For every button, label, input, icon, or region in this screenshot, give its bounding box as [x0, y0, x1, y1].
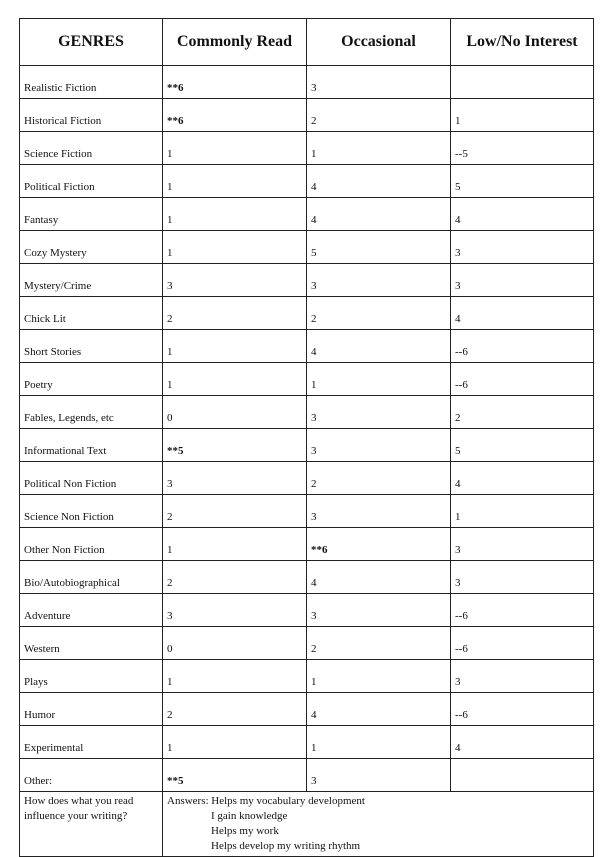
commonly-read-cell: **6	[163, 66, 307, 99]
genre-cell: Fantasy	[20, 198, 163, 231]
table-row	[20, 396, 594, 429]
low-no-interest-cell: 5	[451, 429, 594, 462]
table-row	[20, 231, 594, 264]
genre-cell: Cozy Mystery	[20, 231, 163, 264]
genre-cell: Informational Text	[20, 429, 163, 462]
low-no-interest-cell: --6	[451, 330, 594, 363]
table-row	[20, 330, 594, 363]
genre-cell: Chick Lit	[20, 297, 163, 330]
commonly-read-cell: 1	[163, 660, 307, 693]
writing-influence-question: How does what you read influence your writing?	[20, 792, 163, 857]
table-row	[20, 627, 594, 660]
occasional-cell: 2	[307, 297, 451, 330]
table-body	[20, 66, 594, 792]
genre-cell: Humor	[20, 693, 163, 726]
low-no-interest-cell: 3	[451, 231, 594, 264]
header-occasional: Occasional	[307, 19, 451, 66]
table-row	[20, 264, 594, 297]
low-no-interest-cell: 3	[451, 660, 594, 693]
commonly-read-cell: 3	[163, 264, 307, 297]
occasional-cell: 4	[307, 330, 451, 363]
genre-cell: Science Non Fiction	[20, 495, 163, 528]
commonly-read-cell: 2	[163, 495, 307, 528]
table-row	[20, 561, 594, 594]
low-no-interest-cell	[451, 759, 594, 792]
genre-cell: Mystery/Crime	[20, 264, 163, 297]
genre-cell: Adventure	[20, 594, 163, 627]
occasional-cell: 3	[307, 66, 451, 99]
table-row	[20, 297, 594, 330]
low-no-interest-cell: 5	[451, 165, 594, 198]
commonly-read-cell: 3	[163, 462, 307, 495]
low-no-interest-cell: 4	[451, 726, 594, 759]
commonly-read-cell: 1	[163, 330, 307, 363]
answer-item: Helps my work	[211, 825, 279, 837]
genre-cell: Poetry	[20, 363, 163, 396]
table-row	[20, 165, 594, 198]
table-row	[20, 495, 594, 528]
commonly-read-cell: 1	[163, 165, 307, 198]
table-row	[20, 99, 594, 132]
occasional-cell: 2	[307, 99, 451, 132]
table-row	[20, 66, 594, 99]
table-row	[20, 528, 594, 561]
low-no-interest-cell: --6	[451, 627, 594, 660]
commonly-read-cell: 1	[163, 528, 307, 561]
header-low-no-interest: Low/No Interest	[451, 19, 594, 66]
genre-cell: Experimental	[20, 726, 163, 759]
table-row	[20, 660, 594, 693]
genre-cell: Fables, Legends, etc	[20, 396, 163, 429]
low-no-interest-cell: --6	[451, 693, 594, 726]
low-no-interest-cell: 4	[451, 198, 594, 231]
genre-cell: Realistic Fiction	[20, 66, 163, 99]
low-no-interest-cell: 1	[451, 495, 594, 528]
occasional-cell: 1	[307, 363, 451, 396]
answer-item: Answers: Helps my vocabulary development	[167, 795, 365, 807]
occasional-cell: 3	[307, 495, 451, 528]
occasional-cell: **6	[307, 528, 451, 561]
commonly-read-cell: 3	[163, 594, 307, 627]
genre-cell: Short Stories	[20, 330, 163, 363]
table-row	[20, 594, 594, 627]
low-no-interest-cell: 4	[451, 462, 594, 495]
commonly-read-cell: 0	[163, 627, 307, 660]
genre-cell: Science Fiction	[20, 132, 163, 165]
writing-influence-answers	[163, 792, 594, 857]
genre-cell: Plays	[20, 660, 163, 693]
low-no-interest-cell: --6	[451, 594, 594, 627]
occasional-cell: 3	[307, 429, 451, 462]
low-no-interest-cell: 3	[451, 561, 594, 594]
low-no-interest-cell: 4	[451, 297, 594, 330]
occasional-cell: 4	[307, 165, 451, 198]
answer-item: I gain knowledge	[211, 810, 288, 822]
low-no-interest-cell: 2	[451, 396, 594, 429]
commonly-read-cell: 2	[163, 297, 307, 330]
commonly-read-cell: 1	[163, 231, 307, 264]
table-row	[20, 759, 594, 792]
occasional-cell: 1	[307, 726, 451, 759]
header-row	[20, 19, 594, 66]
table-row	[20, 429, 594, 462]
commonly-read-cell: 2	[163, 561, 307, 594]
commonly-read-cell: **5	[163, 759, 307, 792]
occasional-cell: 3	[307, 264, 451, 297]
low-no-interest-cell: --6	[451, 363, 594, 396]
genre-survey-table	[19, 18, 594, 857]
occasional-cell: 4	[307, 561, 451, 594]
occasional-cell: 3	[307, 396, 451, 429]
commonly-read-cell: 1	[163, 132, 307, 165]
occasional-cell: 3	[307, 759, 451, 792]
occasional-cell: 4	[307, 693, 451, 726]
genre-cell: Other Non Fiction	[20, 528, 163, 561]
genre-cell: Political Non Fiction	[20, 462, 163, 495]
low-no-interest-cell: 1	[451, 99, 594, 132]
occasional-cell: 1	[307, 660, 451, 693]
genre-cell: Western	[20, 627, 163, 660]
commonly-read-cell: 1	[163, 726, 307, 759]
occasional-cell: 2	[307, 462, 451, 495]
commonly-read-cell: 0	[163, 396, 307, 429]
answer-item: Helps develop my writing rhythm	[211, 840, 361, 852]
commonly-read-cell: 1	[163, 363, 307, 396]
table-row	[20, 132, 594, 165]
commonly-read-cell: **5	[163, 429, 307, 462]
genre-cell: Political Fiction	[20, 165, 163, 198]
commonly-read-cell: 1	[163, 198, 307, 231]
table-row	[20, 462, 594, 495]
commonly-read-cell: **6	[163, 99, 307, 132]
genre-cell: Bio/Autobiographical	[20, 561, 163, 594]
header-commonly-read: Commonly Read	[163, 19, 307, 66]
table-row	[20, 363, 594, 396]
commonly-read-cell: 2	[163, 693, 307, 726]
table-row	[20, 198, 594, 231]
occasional-cell: 4	[307, 198, 451, 231]
genre-cell: Historical Fiction	[20, 99, 163, 132]
genre-cell: Other:	[20, 759, 163, 792]
header-genres: GENRES	[20, 19, 163, 66]
occasional-cell: 3	[307, 594, 451, 627]
occasional-cell: 2	[307, 627, 451, 660]
occasional-cell: 1	[307, 132, 451, 165]
occasional-cell: 5	[307, 231, 451, 264]
low-no-interest-cell: --5	[451, 132, 594, 165]
low-no-interest-cell	[451, 66, 594, 99]
table-row	[20, 693, 594, 726]
low-no-interest-cell: 3	[451, 264, 594, 297]
low-no-interest-cell: 3	[451, 528, 594, 561]
table-row	[20, 726, 594, 759]
writing-influence-row	[20, 792, 594, 857]
